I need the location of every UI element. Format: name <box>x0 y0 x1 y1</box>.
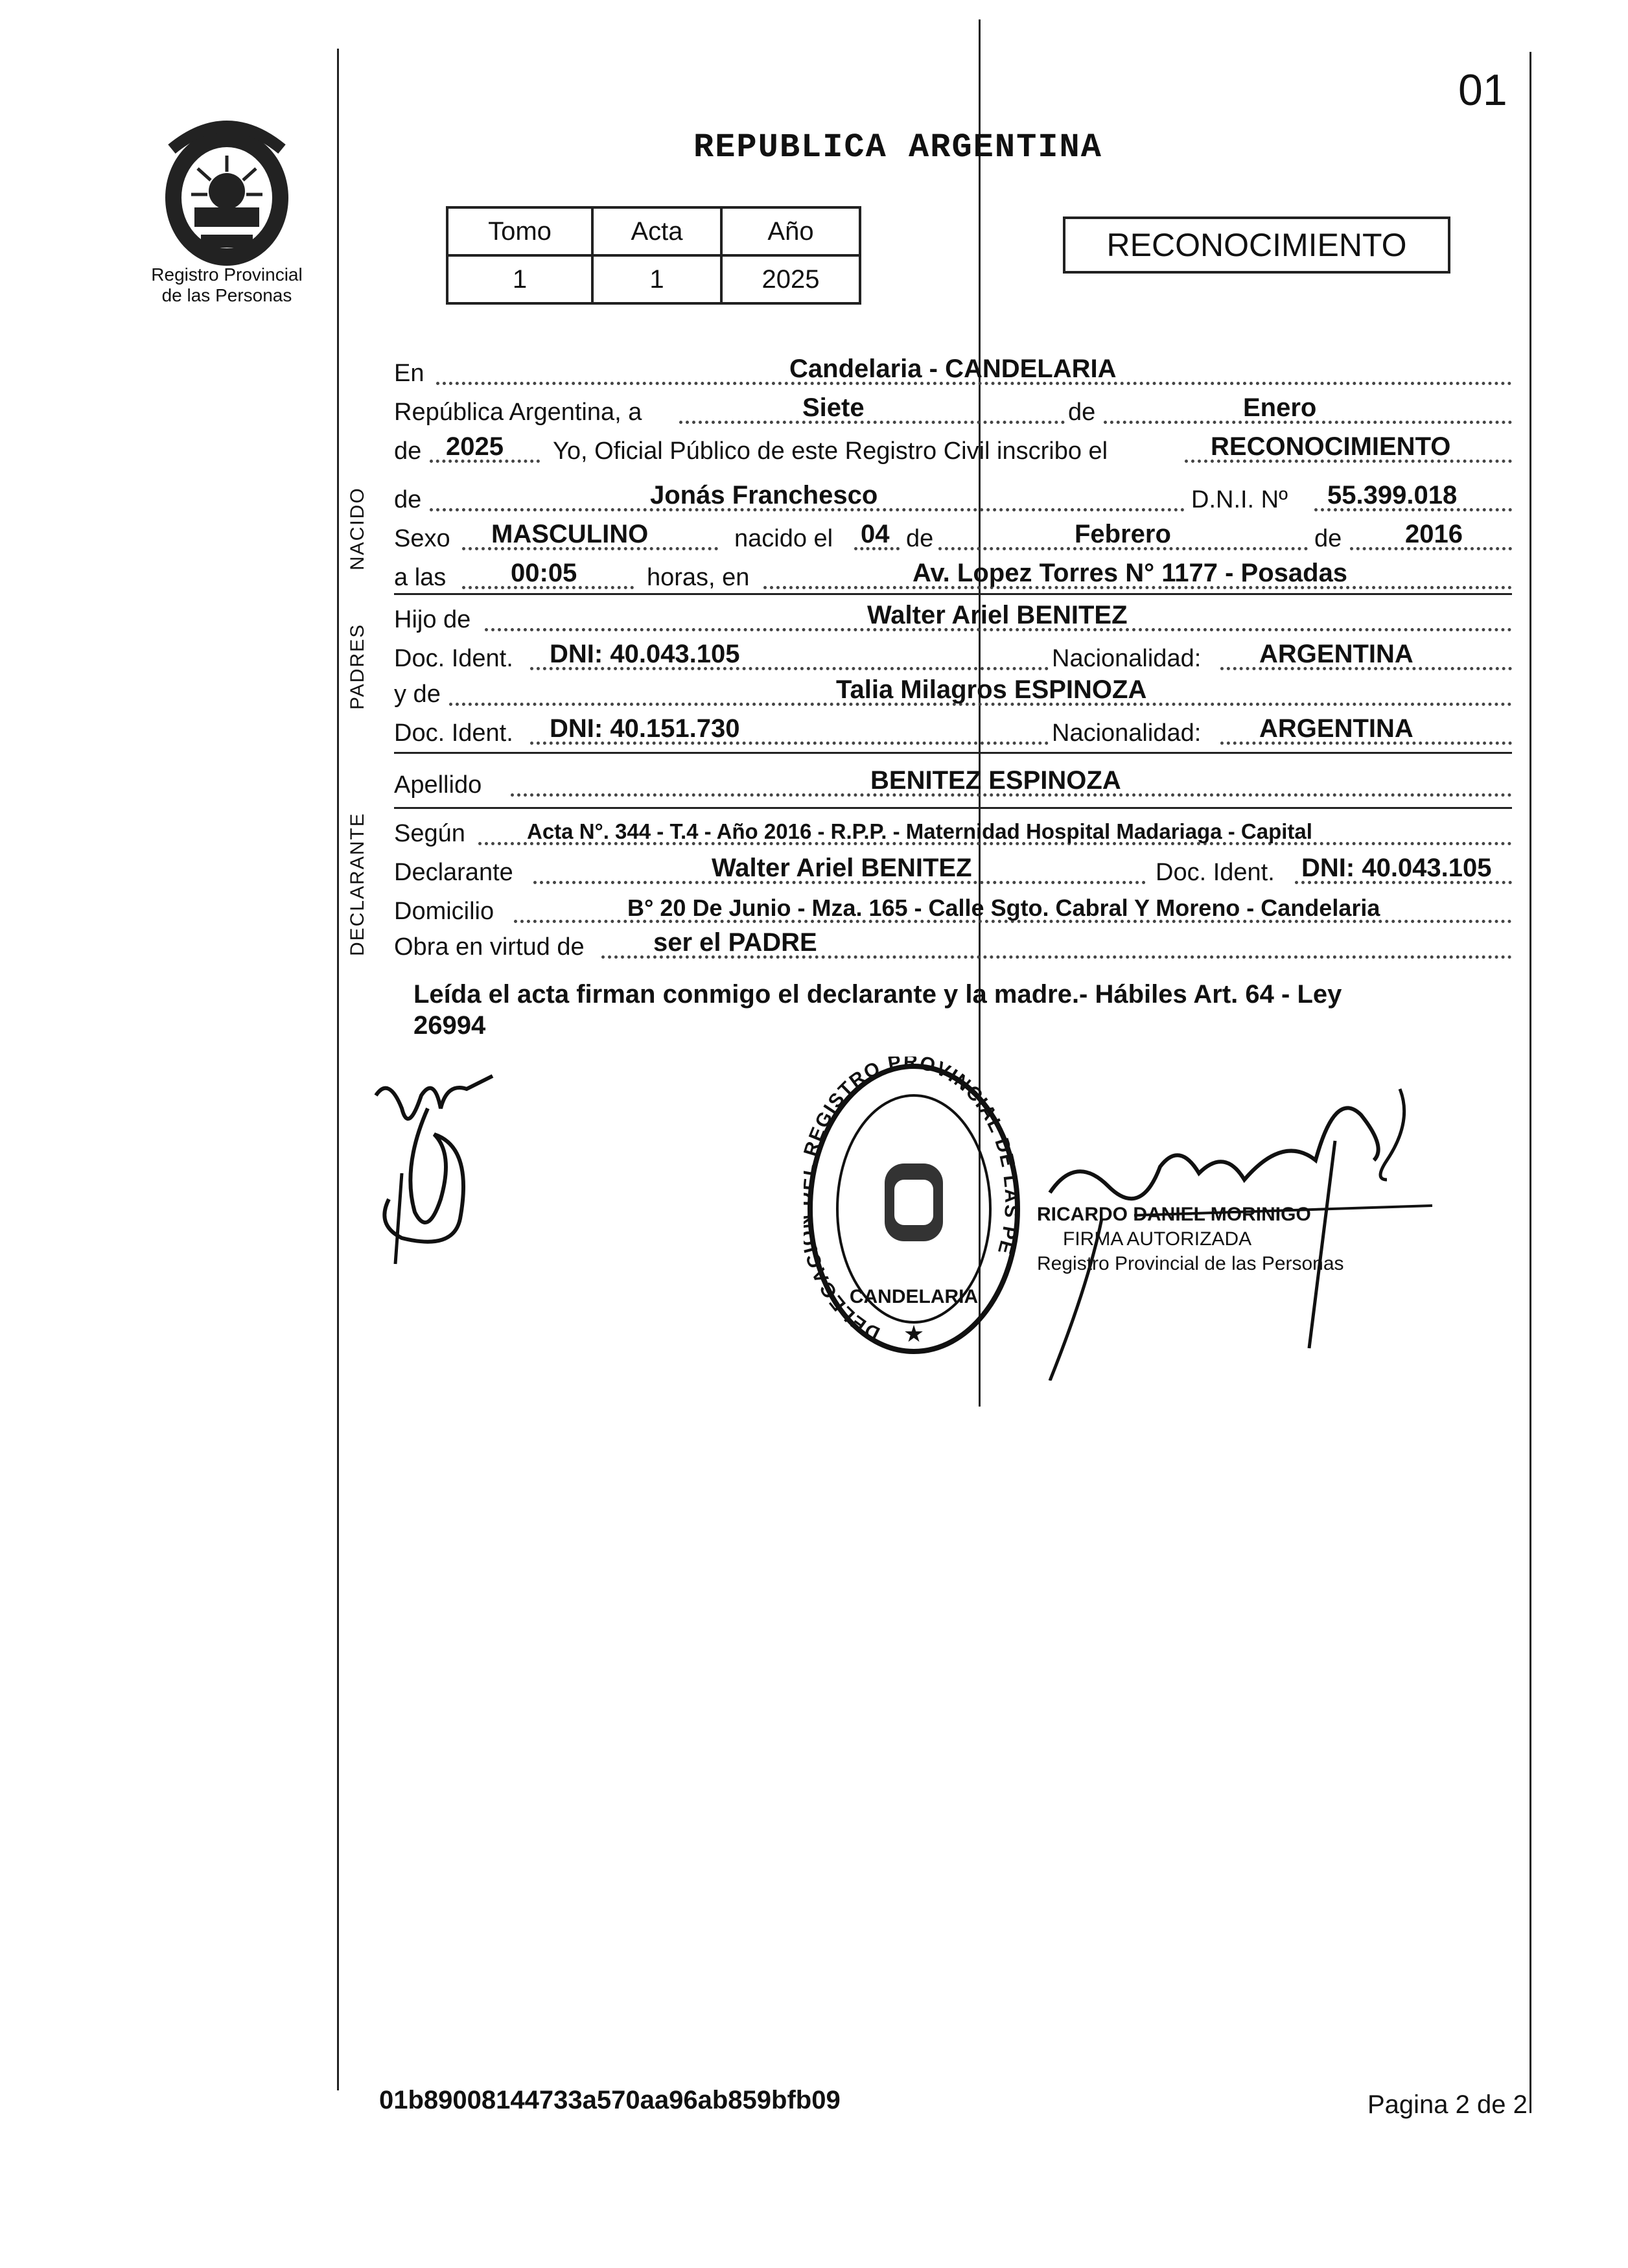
acta-value: 1 <box>592 255 721 303</box>
document-title: REPUBLICA ARGENTINA <box>693 128 1102 167</box>
mes-value: Enero <box>1243 393 1317 422</box>
row-segun <box>394 810 1512 849</box>
declarante-signature <box>363 1070 506 1277</box>
de-anio-label: de <box>394 438 422 465</box>
de-label: de <box>906 525 934 552</box>
nacido-el-label: nacido el <box>734 525 833 552</box>
apellido-label: Apellido <box>394 771 482 799</box>
obra-value: ser el PADRE <box>653 928 817 957</box>
padres-section-label: PADRES <box>347 623 368 710</box>
logo-caption <box>126 264 327 306</box>
de-label: de <box>1314 525 1342 552</box>
sexo-label: Sexo <box>394 525 450 552</box>
declarante-section-label: DECLARANTE <box>347 812 368 956</box>
declarante-value: Walter Ariel BENITEZ <box>712 854 972 882</box>
document-hash: 01b89008144733a570aa96ab859bfb09 <box>379 2086 841 2114</box>
hora-value: 00:05 <box>511 559 577 587</box>
domicilio-value: B° 20 De Junio - Mza. 165 - Calle Sgto. Cabral Y Moreno - Candelaria <box>627 894 1380 921</box>
y-de-label: y de <box>394 681 441 708</box>
misiones-crest-logo <box>146 110 308 272</box>
dotted-line <box>679 421 1065 424</box>
svg-text:★: ★ <box>903 1320 925 1347</box>
row-hora <box>394 554 1512 593</box>
segun-value: Acta N°. 344 - T.4 - Año 2016 - R.P.P. - Maternidad Hospital Madariaga - Capital <box>527 819 1312 843</box>
anio-value: 2025 <box>721 255 860 303</box>
lugar-nac-value: Av. Lopez Torres N° 1177 - Posadas <box>913 559 1348 587</box>
mes-nac-value: Febrero <box>1075 520 1171 548</box>
declarante-label: Declarante <box>394 859 513 886</box>
nombre-value: Jonás Franchesco <box>650 481 878 509</box>
row-declarante <box>394 849 1512 888</box>
a-las-label: a las <box>394 564 447 591</box>
stamp-bottom-text: CANDELARIA <box>849 1286 979 1307</box>
madre-doc-value: DNI: 40.151.730 <box>550 714 740 743</box>
tomo-value: 1 <box>447 255 592 303</box>
horas-en-label: horas, en <box>647 564 750 591</box>
row-hijo-de <box>394 596 1512 635</box>
logo-caption-line1: Registro Provincial <box>151 264 303 285</box>
anio-header: Año <box>721 207 860 255</box>
padre-value: Walter Ariel BENITEZ <box>867 601 1128 629</box>
right-margin-line <box>1529 52 1531 2113</box>
madre-nac-value: ARGENTINA <box>1259 714 1413 743</box>
anio-nac-value: 2016 <box>1405 520 1463 548</box>
official-org: Registro Provincial de las Personas <box>1037 1253 1344 1274</box>
tomo-header: Tomo <box>447 207 592 255</box>
tomo-acta-anio-table <box>446 206 861 305</box>
registry-stamp <box>804 1057 1024 1361</box>
closing-line2: 26994 <box>413 1011 486 1040</box>
obra-label: Obra en virtud de <box>394 933 585 961</box>
row-apellido <box>394 762 1512 801</box>
row-fecha <box>394 389 1512 428</box>
hijo-de-label: Hijo de <box>394 606 471 633</box>
section-divider <box>394 807 1512 809</box>
dni-value: 55.399.018 <box>1327 481 1458 509</box>
page-indicator: Pagina 2 de 2 <box>1367 2090 1528 2119</box>
doc-ident-label: Doc. Ident. <box>394 645 513 672</box>
row-nombre <box>394 476 1512 515</box>
closing-statement <box>413 979 1515 1041</box>
row-padre-doc <box>394 635 1512 674</box>
nacionalidad-label: Nacionalidad: <box>1052 719 1202 747</box>
dia-value: Siete <box>802 393 865 422</box>
nacionalidad-label: Nacionalidad: <box>1052 645 1202 672</box>
dia-nac-value: 04 <box>861 520 890 548</box>
doc-ident-label: Doc. Ident. <box>1156 859 1275 886</box>
official-role: FIRMA AUTORIZADA <box>1063 1228 1252 1250</box>
declarante-doc-value: DNI: 40.043.105 <box>1301 854 1492 882</box>
en-label: En <box>394 360 424 387</box>
lugar-value: Candelaria - CANDELARIA <box>789 355 1117 383</box>
closing-line1: Leída el acta firman conmigo el declarante y la madre.- Hábiles Art. 64 - Ley <box>413 980 1342 1009</box>
acta-header: Acta <box>592 207 721 255</box>
dni-label: D.N.I. Nº <box>1191 486 1288 513</box>
stamp-outer-text: DELEGAC EGISTRO PROVINCIAL DE LAS PE <box>804 1057 1023 1344</box>
official-name: RICARDO DANIEL MORINIGO <box>1037 1204 1311 1225</box>
republica-label: República Argentina, a <box>394 399 642 426</box>
padre-doc-value: DNI: 40.043.105 <box>550 640 740 668</box>
row-madre-doc <box>394 710 1512 749</box>
official-caption <box>1037 1202 1344 1276</box>
segun-label: Según <box>394 820 465 847</box>
doc-ident-label: Doc. Ident. <box>394 719 513 747</box>
sexo-value: MASCULINO <box>491 520 649 548</box>
padre-nac-value: ARGENTINA <box>1259 640 1413 668</box>
row-sexo <box>394 515 1512 554</box>
logo-caption-line2: de las Personas <box>161 285 292 305</box>
inscripcion-value: RECONOCIMIENTO <box>1211 432 1451 461</box>
row-y-de <box>394 671 1512 710</box>
section-divider <box>394 752 1512 754</box>
row-obra <box>394 924 1512 963</box>
madre-value: Talia Milagros ESPINOZA <box>836 675 1147 704</box>
de-label: de <box>394 486 422 513</box>
record-type-box: RECONOCIMIENTO <box>1063 216 1450 274</box>
left-margin-line <box>337 49 339 2090</box>
page-number: 01 <box>1458 65 1507 115</box>
de-label: de <box>1068 399 1096 426</box>
nacido-section-label: NACIDO <box>347 487 368 570</box>
inscribo-label: Yo, Oficial Público de este Registro Civil inscribo el <box>553 438 1108 465</box>
anio-acta-value: 2025 <box>446 432 504 461</box>
row-en <box>394 350 1512 389</box>
domicilio-label: Domicilio <box>394 898 494 925</box>
section-divider <box>394 593 1512 595</box>
row-inscribo <box>394 428 1512 467</box>
row-domicilio <box>394 888 1512 927</box>
apellido-value: BENITEZ ESPINOZA <box>870 766 1121 795</box>
